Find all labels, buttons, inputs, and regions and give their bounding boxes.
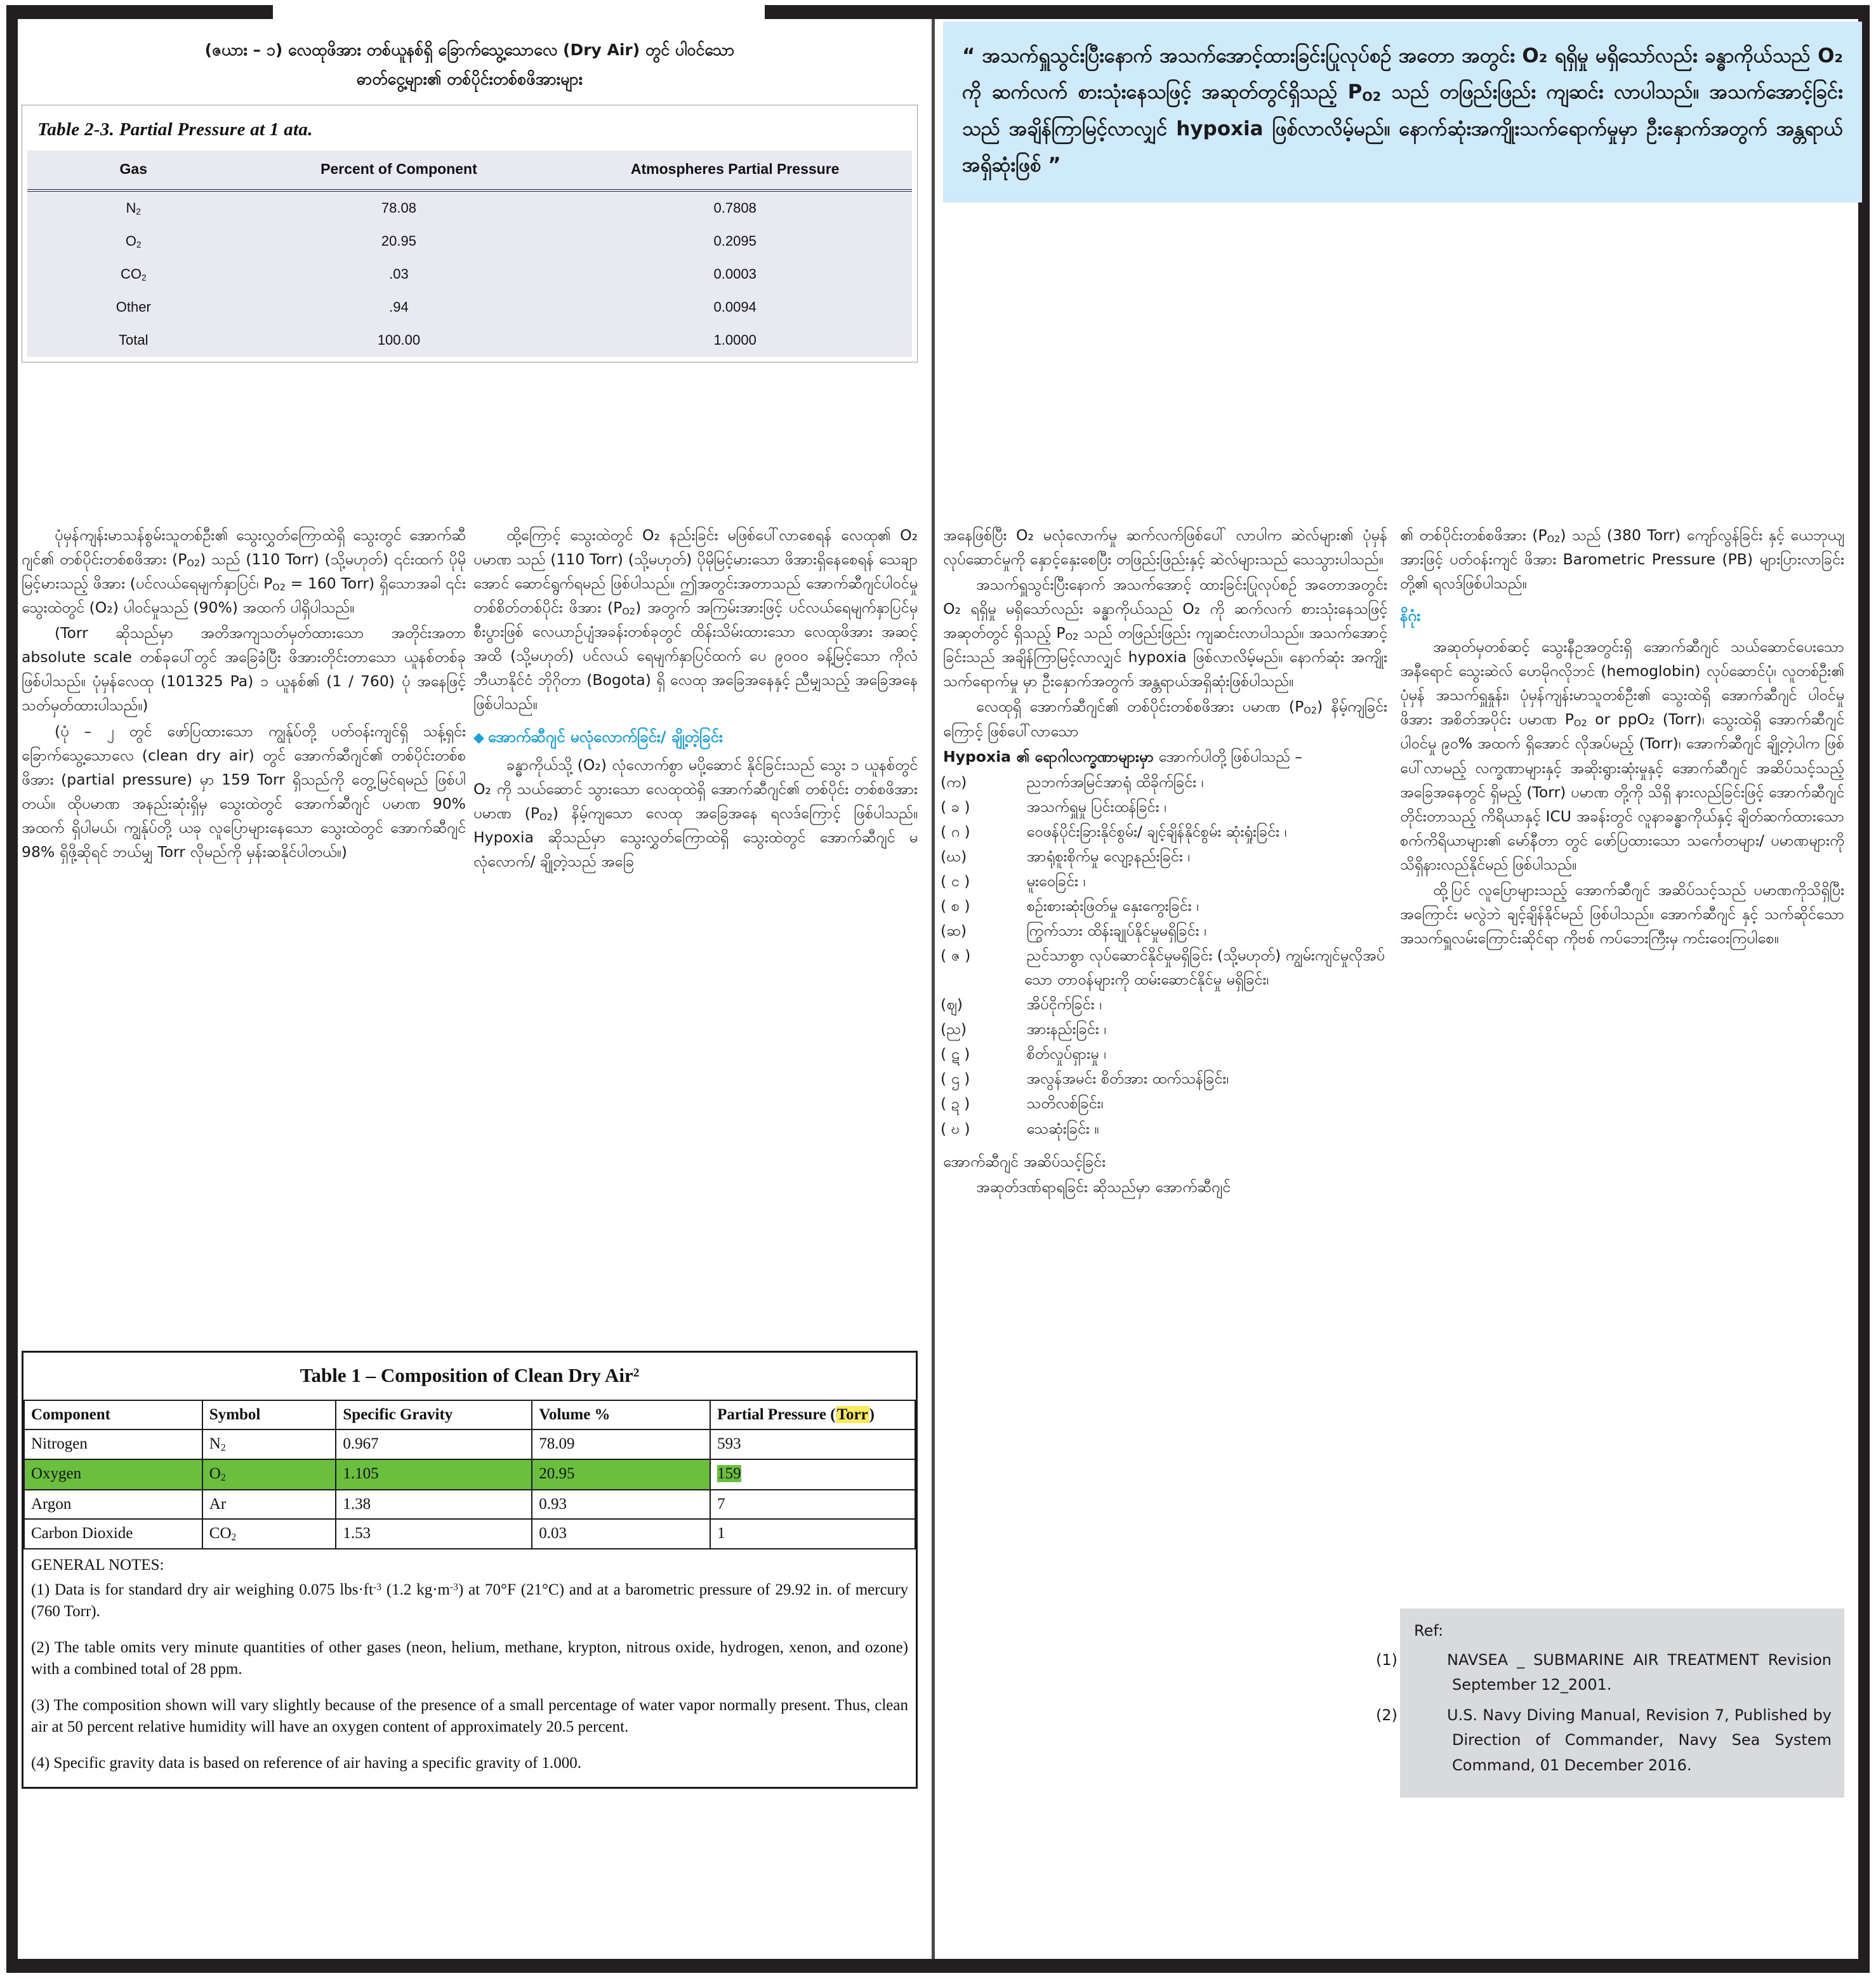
list-item: [943, 844, 1387, 868]
table-1-cell-specific-gravity: 0.967: [336, 1429, 532, 1459]
table-2-3-cell-gas: $N_2$: [126, 199, 141, 216]
list-item-label: (ဃ): [941, 847, 967, 865]
diamond-bullet-icon: ◆: [473, 729, 484, 746]
col1-paragraph-3: (ပုံ – ၂ တွင် ဖော်ပြထားသော ကျွန်ုပ်တို့ ပတ်ဝန်းကျင်ရှိ သန့်ရှင်းခြောက်သွေ့သောလေ (clean dry air) တွင် အောက်ဆီဂျင်၏ တစ်ပိုင်းတစ်စဖိအား (partial pressure) မှာ 159 Torr ရှိသည်ကို တွေ့မြင်ရမည် ဖြစ်ပါတယ်။ ထိုပမာဏ အနည်းဆုံးရှိမှ သွေးထဲတွင် အောက်ဆီဂျင် ပမာဏ 90% အထက် ရှိပါမယ်၊ ကျွန်ုပ်တို့ ယခု လူပြောများနေသော သွေးထဲတွင် အောက်ဆီဂျင် 98% ရှိဖို့ဆိုရင် ဘယ်မျှ Torr လိုမည်ကို မှန်းဆနိုင်ပါတယ်။): [22, 722, 466, 861]
list-item: [943, 795, 1387, 819]
list-item: [943, 943, 1387, 992]
table-row: [27, 190, 912, 225]
table-1-cell-volume: 0.03: [532, 1519, 710, 1549]
list-item-text: စဉ်းစားဆုံးဖြတ်မှု နှေးကွေးခြင်း ၊: [1022, 896, 1199, 915]
table-1-cell-symbol: $N_2$: [202, 1429, 336, 1459]
table-row: [27, 291, 912, 324]
reference-item-text: NAVSEA _ SUBMARINE AIR TREATMENT Revision September 12_2001.: [1447, 1650, 1832, 1694]
col2-section-heading-oxygen-deficiency: [473, 726, 918, 749]
col4-paragraph-2: အဆုတ်မှတစ်ဆင့် သွေးနီဥအတွင်းရှိ အောက်ဆီဂျင် သယ်ဆောင်ပေးသော အနီရောင် သွေးဆဲလ် ဟေမိုဂလိုဘင် (hemoglobin) လုပ်ဆောင်ပုံ၊ လူတစ်ဦး၏ ပုံမှန် အသက်ရှူနှုန်း၊ ပုံမှန်ကျန်းမာသူတစ်ဦး၏ သွေးထဲရှိ အောက်ဆီဂျင် ပါဝင်မှု ဖိအား အစိတ်အပိုင်း ပမာဏ $P_{O2}$ or ppO₂ (Torr)၊ သွေးထဲရှိ အောက်ဆီဂျင် ပါဝင်မှု ၉၀% အထက် ရှိအောင် လိုအပ်မည့် (Torr)၊ အောက်ဆီဂျင် ချို့တဲ့ပါက ဖြစ်ပေါ်လာမည့် လက္ခဏာများနှင့် အဆိုးရွားဆုံးမှုနှင့် အောက်ဆီဂျင် အဆိပ်သင့်သည့် အခြေအနေတွင် ရှိမည့် (Torr) ပမာဏ တို့ကို သိရှိ နားလည်ခြင်းဖြင့် အောက်ဆီဂျင် တိုင်းတာသည့် ကိရိယာနှင့် ICU အခန်းတွင် လူနာခန္ဓာကိုယ်နှင့် ချိတ်ဆက်ထားသော စက်ကိရိယာများ၏ မော်နီတာ တွင် ဖော်ပြထားသော သင်္ကေတများ/ ပမာဏများကို သိရှိနားလည်နိုင်မည် ဖြစ်ပါသည်။: [1400, 638, 1844, 873]
table-1-caption-text: Table 1 – Composition of Clean Dry Air: [300, 1364, 633, 1386]
table-2-3-cell-percent: 20.95: [381, 232, 416, 249]
general-notes-heading: GENERAL NOTES:: [31, 1556, 164, 1574]
page-frame-left: [6, 5, 18, 1973]
reference-item-text: U.S. Navy Diving Manual, Revision 7, Published by Direction of Commander, Navy Sea System Command, 01 December 2016.: [1447, 1706, 1832, 1774]
list-item-label: ( ဍ ): [941, 1094, 970, 1113]
table-row: [24, 1429, 915, 1459]
table-1-cell-specific-gravity: 1.105: [336, 1459, 532, 1489]
list-item-text: ဝေဖန်ပိုင်းခြားနိုင်စွမ်း/ ချင့်ချိန်နိုင်စွမ်း ဆုံးရှုံးခြင်း ၊: [1022, 822, 1287, 840]
table-row: [24, 1490, 915, 1519]
quote-block: [943, 22, 1862, 202]
list-item: [943, 992, 1387, 1016]
list-item: [943, 894, 1387, 918]
table-2-3-cell-atm: 1.0000: [713, 331, 756, 348]
list-item-label: ( ဌ ): [941, 1070, 970, 1088]
table-1-cell-volume: 0.93: [532, 1490, 710, 1519]
figure-caption-line1: (ဇယား – ၁) လေထုဖိအား တစ်ယူနစ်ရှိ ခြောက်သွေ့သောလေ (Dry Air) တွင် ပါဝင်သော: [204, 41, 735, 59]
table-1-cell-component: Nitrogen: [24, 1429, 202, 1459]
col4-paragraph-3: ထို့ပြင် လူပြောများသည့် အောက်ဆီဂျင် အဆိပ်သင့်သည် ပမာဏကိုသိရှိပြီး အကြောင်း မလွဲဘဲ ချင့်ချိန်နိုင်မည် ဖြစ်ပါသည်။ အောက်ဆီဂျင် နှင့် သက်ဆိုင်သော အသက်ရှူလမ်းကြောင်းဆိုင်ရာ ကိုဗစ် ကပ်ဘေးကြီးမှ ကင်းဝေးကြပါစေ။: [1400, 880, 1844, 947]
table-1-caption: [23, 1353, 916, 1400]
table-1-cell-specific-gravity: 1.38: [336, 1490, 532, 1519]
table-2-3-body: [27, 190, 912, 357]
reference-label: Ref:: [1414, 1622, 1444, 1640]
list-item-text: အသက်ရှူမှု ပြင်းထန်ခြင်း ၊: [1022, 797, 1166, 816]
list-item-text: သတိလစ်ခြင်း၊: [1022, 1094, 1104, 1113]
general-note-3: (3) The composition shown will vary slightly because of the presence of a small percentage of water vapor normally present. Thus, clean air at 50 percent relative humidity will have an oxygen content of approximately 20.5 percent.: [31, 1696, 908, 1736]
page-frame-bottom: [6, 1959, 1870, 1973]
col3-hypoxia-lead-bold: Hypoxia ၏ ရောဂါလက္ခဏာများမှာ: [943, 747, 1154, 766]
table-1-cell-partial-pressure: 159: [710, 1459, 915, 1489]
table-1-col-partial-pressure: [710, 1400, 915, 1429]
list-item-text: သေဆုံးခြင်း ။: [1022, 1119, 1099, 1137]
col2-section-heading-label: အောက်ဆီဂျင် မလုံလောက်ခြင်း/ ချို့တဲ့ခြင်း: [487, 727, 723, 746]
table-2-3-cell-atm: 0.0003: [713, 265, 756, 282]
list-item: [943, 1066, 1387, 1091]
table-1-cell-symbol: Ar: [202, 1490, 336, 1519]
table-1-col-symbol: Symbol: [202, 1400, 336, 1429]
page-frame-right: [1858, 5, 1870, 1973]
text-column-2: [473, 523, 918, 875]
col3-hypoxia-lead-rest: အောက်ပါတို့ ဖြစ်ပါသည် –: [1158, 747, 1303, 766]
table-2-3-cell-atm: 0.7808: [713, 199, 756, 216]
reference-item: [1376, 1703, 1832, 1779]
table-2-3-col-percent: Percent of Component: [320, 160, 477, 177]
table-1-cell-volume: 78.09: [532, 1429, 710, 1459]
table-1-col-specific-gravity: Specific Gravity: [336, 1400, 532, 1429]
list-item-text: အားနည်းခြင်း ၊: [1022, 1020, 1106, 1038]
page-frame-top-left: [6, 5, 273, 19]
list-item-label: ( ဋ ): [941, 1045, 970, 1063]
table-1-cell-specific-gravity: 1.53: [336, 1519, 532, 1549]
table-2-3-cell-percent: 100.00: [377, 331, 421, 348]
list-item: [943, 1042, 1387, 1066]
table-1-col-pp-torr-highlight: Torr: [836, 1406, 868, 1423]
list-item-text: ညဘက်အမြင်အာရုံ ထိခိုက်ခြင်း ၊: [1022, 773, 1204, 791]
table-1-cell-symbol: $O_2$: [202, 1459, 336, 1489]
col3-paragraph-3: လေထုရှိ အောက်ဆီဂျင်၏ တစ်ပိုင်းတစ်စဖိအား ပမာဏ $(P_{O2})$ နိမ့်ကျခြင်းကြောင့် ဖြစ်ပေါ်လာသော: [943, 698, 1388, 740]
list-item: [943, 1117, 1387, 1141]
table-2-3-cell-gas: $CO_2$: [120, 265, 147, 282]
table-1-general-notes: [23, 1549, 916, 1787]
table-2-3-cell-percent: .94: [389, 298, 409, 315]
table-2-3-cell-gas: Other: [116, 298, 151, 315]
general-note-1: (1) Data is for standard dry air weighing 0.075 $lbs\cdot ft^{-3}$ (1.2 $kg\cdot m^{-3}$) at 70°F (21°C) and at a barometric pressure of 29.92 in. of mercury (760 Torr).: [31, 1581, 908, 1621]
list-item: [943, 919, 1387, 943]
list-item-label: ( ခ ): [941, 797, 970, 816]
table-1-block: [22, 1342, 918, 1789]
text-column-3: [943, 523, 1387, 1200]
col4-paragraph-1: ၏ တစ်ပိုင်းတစ်စဖိအား $(P_{O2})$ သည် (380 Torr) ကျော်လွန်ခြင်း နှင့် ယေဘုယျအားဖြင့် ပတ်ဝန်းကျင် ဖိအား Barometric Pressure (PB) များပြားလာခြင်း တို့၏ ရလဒ်ဖြစ်ပါသည်။: [1400, 526, 1844, 593]
figure-caption: [22, 22, 918, 100]
list-item: [943, 819, 1387, 844]
col2-paragraph-1: ထို့ကြောင့် သွေးထဲတွင် O₂ နည်းခြင်း မဖြစ်ပေါ်လာစေရန် လေထု၏ O₂ ပမာဏ သည် (110 Torr) (သို့မဟုတ်) ပိုမိုမြင့်မားသော ဖိအားရှိနေစေရန် သေချာအောင် ဆောင်ရွက်ရမည် ဖြစ်ပါသည်။ ဤအတွင်းအတာသည် အောက်ဆီဂျင်ပါဝင်မှု တစ်စိတ်တစ်ပိုင်း ဖိအား $(P_{O2})$ အတွက် အကြမ်းအားဖြင့် ပင်လယ်ရေမျက်နှာပြင်မှ စီးပွားဖြစ် လေယာဉ်ပျံအခန်းတစ်ခုတွင် ထိန်းသိမ်းထားသော လေထုဖိအား အဆင့်အထိ (သို့မဟုတ်) ပင်လယ် ရေမျက်နှာပြင်ထက် ပေ ၉၀၀၀ ခန့်မြင့်သော ကိုလံဘီယာနိုင်ငံ ဘိုဂိုတာ (Bogota) ရှိ လေထု အခြေအနေနှင့် ညီမျှသည့် အခြေအနေဖြစ်ပါသည်။: [473, 526, 918, 713]
list-item-label: (ဈ): [941, 995, 963, 1014]
list-item-label: ( ဇ ): [941, 946, 971, 965]
list-item-label: (က): [941, 773, 967, 791]
page-frame-top-right: [765, 5, 1870, 19]
reference-item: [1376, 1648, 1832, 1698]
quote-box: [943, 22, 1862, 202]
table-2-3-col-atm: Atmospheres Partial Pressure: [630, 160, 840, 177]
figure-caption-line2: ဓာတ်ငွေ့များ၏ တစ်ပိုင်းတစ်စဖိအားများ: [356, 70, 583, 89]
list-item-label: ( စ ): [941, 896, 970, 915]
text-column-1: [22, 523, 466, 865]
table-row: [24, 1519, 915, 1549]
table-1-cell-symbol: $CO_2$: [202, 1519, 336, 1549]
table-1-col-pp-close: ): [869, 1406, 875, 1423]
table-2-3-cell-atm: 0.2095: [713, 232, 756, 249]
table-2-3: [27, 150, 912, 357]
list-item-text: မူးဝေခြင်း ၊: [1022, 872, 1086, 890]
reference-box: [1376, 1608, 1844, 1798]
general-note-2: (2) The table omits very minute quantities of other gases (neon, helium, methane, krypton, nitrous oxide, hydrogen, xenon, and ozone) with a combined total of 28 ppm.: [31, 1638, 908, 1678]
table-2-3-header-row: [27, 150, 912, 190]
table-2-3-cell-gas: $O_2$: [125, 232, 142, 249]
table-1-cell-partial-pressure: 593: [710, 1429, 915, 1459]
list-item-label: ( င ): [941, 872, 970, 890]
table-1: [23, 1400, 916, 1549]
list-item-label: ( ဂ ): [941, 822, 970, 840]
col3-subheading-oxygen-toxicity: အောက်ဆီဂျင် အဆိပ်သင့်ခြင်း: [943, 1152, 1106, 1171]
table-1-container: [22, 1351, 918, 1789]
general-note-4: (4) Specific gravity data is based on reference of air having a specific gravity of 1.000.: [31, 1754, 582, 1772]
col1-paragraph-2: (Torr ဆိုသည်မှာ အတိအကျသတ်မှတ်ထားသော အတိုင်းအတာ absolute scale တစ်ခုပေါ်တွင် အခြေခံပြီး ဖိအားတိုင်းတာသော ယူနစ်တစ်ခု ဖြစ်ပါသည်။ ပုံမှန်လေထု (101325 Pa) ၁ ယူနစ်၏ (1 / 760) ပုံ အနေဖြင့် သတ်မှတ်ထားပါသည်။): [22, 624, 466, 715]
list-item-label: (ည): [941, 1020, 967, 1038]
list-item-text: ညင်သာစွာ လုပ်ဆောင်နိုင်မှုမရှိခြင်း (သို့မဟုတ်) ကျွမ်းကျင်မှုလိုအပ်သော တာဝန်များကို ထမ်းဆောင်နိုင်မှု မရှိခြင်း၊: [1022, 946, 1385, 989]
table-1-header-row: [24, 1400, 915, 1429]
table-1-caption-superscript: 2: [633, 1366, 640, 1380]
table-2-3-col-gas: Gas: [119, 160, 148, 177]
table-row: [27, 324, 912, 357]
col1-paragraph-1: ပုံမှန်ကျန်းမာသန်စွမ်းသူတစ်ဦး၏ သွေးလွှတ်ကြောထဲရှိ သွေးတွင် အောက်ဆီဂျင်၏ တစ်ပိုင်းတစ်စဖိအား $(P_{O2})$ သည် (110 Torr) (သို့မဟုတ်) ၎င်းထက် ပိုမိုမြင့်မားသည့် ဖိအား (ပင်လယ်ရေမျက်နှာပြင်၊ $P_{O2} = 160$ Torr) ရှိသောအခါ ၎င်း သွေးထဲတွင် (O₂) ပါဝင်မှုသည် (90%) အထက် ပါရှိပါသည်။: [22, 526, 466, 617]
table-1-body: [24, 1429, 915, 1549]
page-content: [22, 22, 1854, 1958]
col3-paragraph-5: အဆုတ်ဒဏ်ရာရခြင်း ဆိုသည်မှာ အောက်ဆီဂျင်: [976, 1177, 1231, 1196]
col3-hypoxia-lead: [943, 745, 1387, 769]
list-item: [943, 1017, 1387, 1041]
list-item-text: ကြွက်သား ထိန်းချုပ်နိုင်မှုမရှိခြင်း ၊: [1022, 922, 1206, 939]
list-item-text: အလွန်အမင်း စိတ်အား ထက်သန်ခြင်း၊: [1022, 1070, 1229, 1088]
table-row: [24, 1459, 915, 1489]
table-row: [27, 258, 912, 291]
table-2-3-cell-percent: 78.08: [381, 199, 416, 216]
reference-items: [1376, 1648, 1832, 1779]
table-1-cell-partial-pressure: 7: [710, 1490, 915, 1519]
table-2-3-cell-gas: Total: [119, 331, 149, 348]
reference-item-number: (2): [1376, 1706, 1397, 1724]
table-1-col-volume: Volume %: [532, 1400, 710, 1429]
table-2-3-container: [22, 105, 918, 362]
col2-paragraph-2: ခန္ဓာကိုယ်သို့ (O₂) လုံလောက်စွာ မပို့ဆောင် နိုင်ခြင်းသည် သွေး ၁ ယူနစ်တွင် O₂ ကို သယ်ဆောင် သွားသော လေထုထဲရှိ အောက်ဆီဂျင်၏ တစ်ပိုင်း တစ်စဖိအား ပမာဏ $(P_{O2})$ နိမ့်ကျသော လေထု အခြေအနေ ရလဒ်ကြောင့် ဖြစ်ပါသည်။ Hypoxia ဆိုသည်မှာ သွေးလွှတ်ကြောထဲရှိ သွေးထဲတွင် အောက်ဆီဂျင် မလုံလောက်/ ချို့တဲ့သည် အခြေ: [473, 755, 918, 870]
table-1-col-component: Component: [24, 1400, 202, 1429]
figure-block: [22, 22, 918, 362]
table-2-3-title: Table 2-3. Partial Pressure at 1 ata.: [37, 119, 313, 140]
list-item-label: ( ဎ ): [941, 1119, 970, 1137]
list-item: [943, 1091, 1387, 1115]
list-item-text: စိတ်လှုပ်ရှားမှု ၊: [1022, 1045, 1106, 1063]
hypoxia-symptom-list: [943, 770, 1387, 1141]
table-1-cell-volume: 20.95: [532, 1459, 710, 1489]
table-1-cell-component: Argon: [24, 1490, 202, 1519]
table-1-cell-component: Oxygen: [24, 1459, 202, 1489]
quote-text: “ အသက်ရှူသွင်းပြီးနောက် အသက်အောင့်ထားခြင်းပြုလုပ်စဉ် အတော အတွင်း O₂ ရရှိမှု မရှိသော်လည်း ခန္ဓာကိုယ်သည် O₂ ကို ဆက်လက် စားသုံးနေသဖြင့် အဆုတ်တွင်ရှိသည့် $P_{O2}$ သည် တဖြည်းဖြည်း ကျဆင်း လာပါသည်။ အသက်အောင့်ခြင်းသည် အချိန်ကြာမြင့်လာလျှင် hypoxia ဖြစ်လာလိမ့်မည်။ နောက်ဆုံးအကျိုးသက်ရောက်မှုမှာ ဦးနှောက်အတွက် အန္တရာယ်အရှိဆုံးဖြစ် ”: [962, 44, 1843, 177]
table-1-col-pp-text: Partial Pressure (: [717, 1406, 836, 1423]
reference-item-number: (1): [1376, 1650, 1397, 1669]
reference-block: [1376, 1608, 1844, 1798]
list-item-text: အာရုံစူးစိုက်မှု လျော့နည်းခြင်း ၊: [1022, 847, 1190, 865]
list-item: [943, 770, 1387, 794]
table-row: [27, 225, 912, 258]
table-2-3-cell-atm: 0.0094: [713, 298, 756, 315]
list-item-text: အိပ်ငိုက်ခြင်း ၊: [1022, 995, 1102, 1014]
col3-paragraph-2: အသက်ရှူသွင်းပြီးနောက် အသက်အောင့် ထားခြင်းပြုလုပ်စဉ် အတောအတွင်း O₂ ရရှိမှု မရှိသော်လည်း ခန္ဓာကိုယ်သည် O₂ ကို ဆက်လက် စားသုံးနေသဖြင့် အဆုတ်တွင် ရှိသည့် $P_{O2}$ သည် တဖြည်းဖြည်း ကျဆင်းလာပါသည်။ အသက်အောင့် ခြင်းသည် အချိန်ကြာမြင့်လာလျှင် hypoxia ဖြစ်လာလိမ့်မည်။ နောက်ဆုံး အကျိုးသက်ရောက်မှု မှာ ဦးနှောက်အတွက် အန္တရာယ်အရှိဆုံးဖြစ်ပါသည်။: [943, 576, 1387, 691]
list-item-label: (ဆ): [941, 922, 967, 939]
list-item: [943, 869, 1387, 893]
table-2-3-cell-percent: .03: [389, 265, 409, 282]
text-column-4: [1400, 523, 1844, 952]
table-1-cell-component: Carbon Dioxide: [24, 1519, 202, 1549]
col3-paragraph-1: အနေဖြစ်ပြီး O₂ မလုံလောက်မှု ဆက်လက်ဖြစ်ပေါ် လာပါက ဆဲလ်များ၏ ပုံမှန်လုပ်ဆောင်မှုကို နှောင့်နှေးစေပြီး တဖြည်းဖြည်းနှင့် ဆဲလ်များသည် သေသွားပါသည်။: [943, 526, 1387, 569]
col4-section-heading-conclusion: နိဂုံး: [1400, 607, 1421, 625]
table-1-cell-partial-pressure: 1: [710, 1519, 915, 1549]
